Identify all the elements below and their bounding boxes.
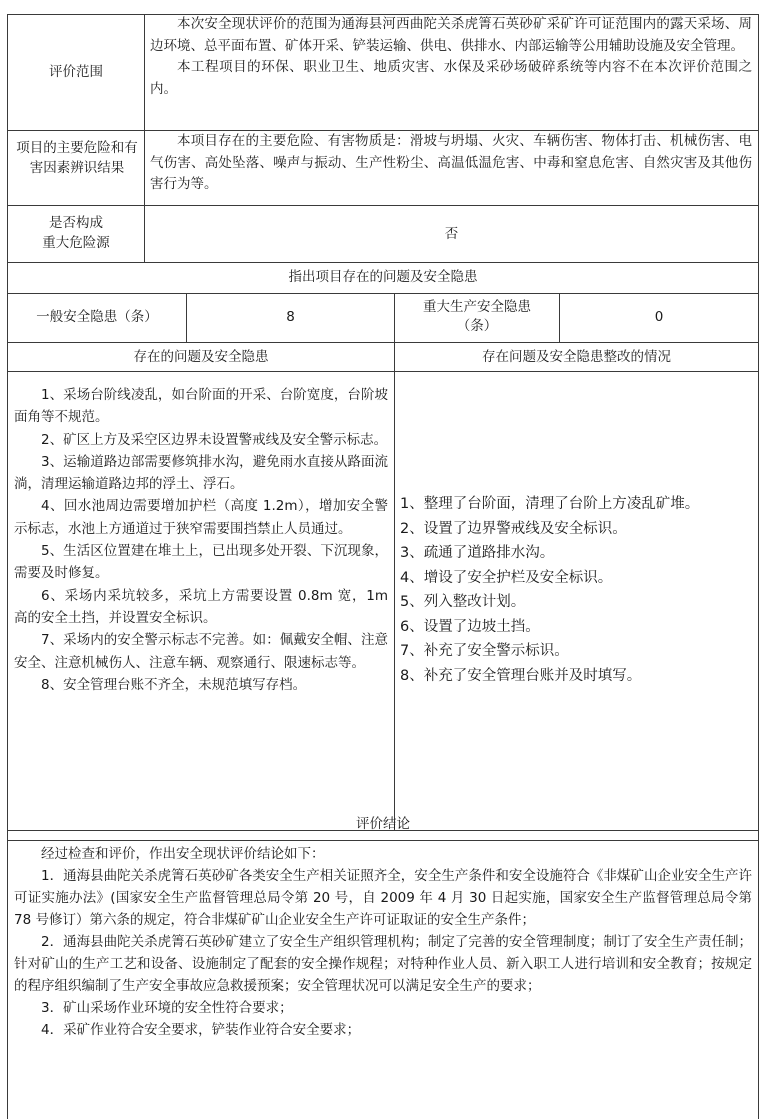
major-hazard-label-line-2: 重大危险源 — [42, 235, 110, 251]
list-item: 5、列入整改计划。 — [400, 594, 526, 610]
scope-paragraph-1: 本次安全现状评价的范围为通海县河西曲陀关杀虎箐石英砂矿采矿许可证范围内的露天采场、周边环境、总平面布置、矿体开采、铲装运输、供电、供排水、内部运输等公用辅助设施及安全管理。 — [150, 16, 752, 54]
major-hazard-label — [8, 213, 144, 253]
list-item: 4、增设了安全护栏及安全标识。 — [400, 569, 613, 586]
general-hazard-value: 8 — [286, 309, 295, 325]
list-item: 6、设置了边坡土挡。 — [400, 618, 540, 635]
conclusion-item: 4．采矿作业符合安全要求，铲装作业符合安全要求； — [41, 1022, 361, 1038]
list-item: 2、设置了边界警戒线及安全标识。 — [400, 520, 627, 537]
rectification-column-header: 存在问题及安全隐患整改的情况 — [482, 349, 671, 365]
list-item: 2、矿区上方及采空区边界未设置警戒线及安全警示标志。 — [41, 431, 388, 448]
list-item: 7、补充了安全警示标识。 — [400, 643, 569, 659]
list-item: 5、生活区位置建在堆土上，已出现多处开裂、下沉现象，需要及时修复。 — [14, 543, 388, 582]
rule — [7, 205, 759, 206]
general-hazard-label: 一般安全隐患（条） — [36, 309, 158, 325]
rule — [394, 293, 395, 831]
rectification-list — [400, 492, 754, 688]
list-item: 7、采场内的安全警示标志不完善。如：佩戴安全帽、注意安全、注意机械伤人、注意车辆、观察通行、限速标志等。 — [14, 632, 388, 671]
issues-header: 指出项目存在的问题及安全隐患 — [288, 269, 478, 285]
list-item: 1、整理了台阶面，清理了台阶上方凌乱矿堆。 — [400, 496, 700, 512]
hazards-text — [150, 131, 752, 196]
issues-column-header: 存在的问题及安全隐患 — [133, 349, 269, 365]
major-production-hazard-value: 0 — [654, 309, 664, 325]
conclusion-intro: 经过检查和评价，作出安全现状评价结论如下： — [41, 846, 325, 862]
hazards-label: 项目的主要危险和有害因素辨识结果 — [16, 140, 138, 176]
rule — [7, 371, 759, 372]
scope-paragraph-2: 本工程项目的环保、职业卫生、地质灾害、水保及采砂场破碎系统等内容不在本次评价范围之内。 — [150, 59, 752, 97]
conclusion-item: 2．通海县曲陀关杀虎箐石英砂矿建立了安全生产组织管理机构；制定了完善的安全管理制度；制订了安全生产责任制；针对矿山的生产工艺和设备、设施制定了配套的安全操作规程；对特种作业人员、新入职工人进行培训和安全教育；按规定的程序组织编制了生产安全事故应急救援预案；安全管理状况可以满足安全生产的要求； — [14, 934, 752, 994]
hazards-paragraph: 本项目存在的主要危险、有害物质是：滑坡与坍塌、火灾、车辆伤害、物体打击、机械伤害、电气伤害、高处坠落、噪声与振动、生产性粉尘、高温低温危害、中毒和窒息危害、自然灾害及其他伤害行为等。 — [150, 133, 752, 192]
list-item: 3、运输道路边部需要修筑排水沟，避免雨水直接从路面流淌，清理运输道路边邦的浮土、浮石。 — [14, 453, 388, 493]
issues-list — [14, 384, 388, 696]
list-item: 4、回水池周边需要增加护栏（高度 1.2m），增加安全警示标志，水池上方通道过于狭窄需要围挡禁止人员通过。 — [14, 498, 388, 537]
scope-label: 评价范围 — [49, 64, 103, 80]
major-hazard-label-line-1: 是否构成 — [49, 215, 103, 231]
major-production-hazard-label — [395, 298, 559, 336]
rule — [758, 14, 759, 1119]
major-production-hazard-label-line-1: 重大生产安全隐患 — [423, 299, 531, 315]
list-item: 1、采场台阶线凌乱，如台阶面的开采、台阶宽度，台阶坡面角等不规范。 — [14, 387, 388, 426]
list-item: 6、采场内采坑较多，采坑上方需要设置 0.8m 宽，1m 高的安全土挡，并设置安全标识。 — [14, 587, 388, 626]
conclusion-header: 评价结论 — [356, 816, 410, 832]
rule — [7, 840, 759, 841]
conclusion-item: 1．通海县曲陀关杀虎箐石英砂矿各类安全生产相关证照齐全，安全生产条件和安全设施符合《非煤矿山企业安全生产许可证实施办法》(国家安全生产监督管理总局令第 20 号，自 2009 年 4 月 30 日起实施，国家安全生产监督管理总局令第 78 号修订）第六条的规定，符合非煤矿矿山企业安全生产许可证取证的安全生产条件； — [14, 868, 752, 928]
rule — [7, 14, 8, 1119]
rule — [7, 262, 759, 263]
list-item: 8、补充了安全管理台账并及时填写。 — [400, 667, 642, 684]
major-hazard-value: 否 — [444, 226, 459, 242]
conclusion-item: 3．矿山采场作业环境的安全性符合要求； — [41, 1000, 293, 1016]
list-item: 3、疏通了道路排水沟。 — [400, 545, 555, 561]
list-item: 8、安全管理台账不齐全，未规范填写存档。 — [41, 676, 307, 693]
rule — [7, 342, 759, 343]
rule — [7, 293, 759, 294]
scope-text — [150, 14, 752, 100]
conclusion-body — [14, 843, 752, 1041]
major-production-hazard-label-line-2: （条） — [456, 318, 498, 334]
